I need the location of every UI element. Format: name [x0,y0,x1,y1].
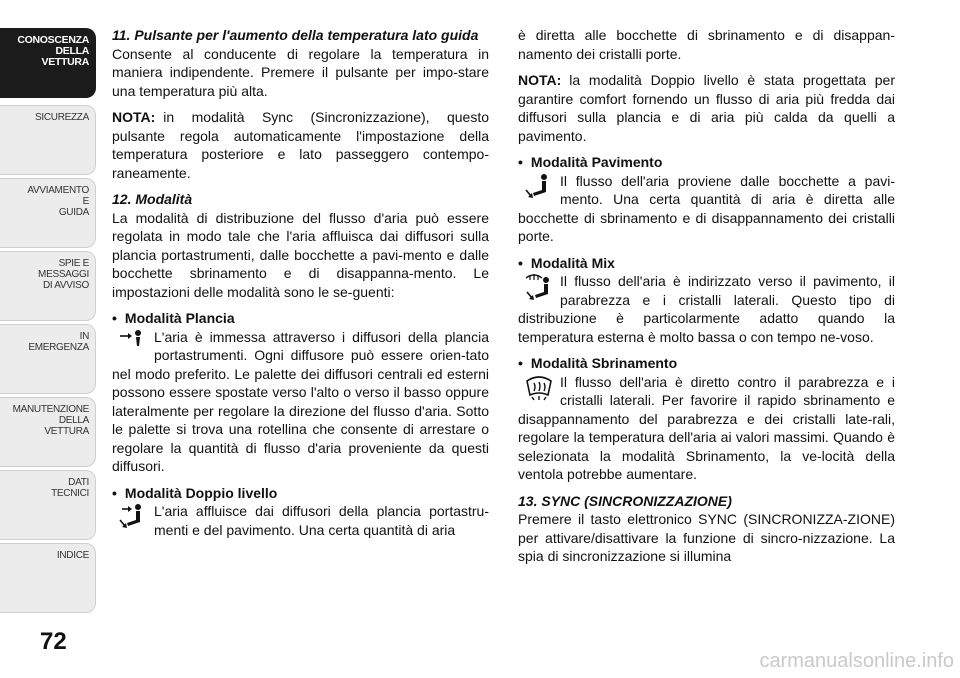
mode-doppio-text: L'aria affluisce dai diffusori della plancia portastru-menti e del pavimento. Una certa quantità di aria [154,503,489,538]
note-label: NOTA: [112,109,156,125]
tab-spie[interactable]: SPIE E MESSAGGI DI AVVISO [0,251,96,321]
section-12-text: La modalità di distribuzione del flusso d'aria può essere regolata in modo tale che l'aria affluisca dai diffusori sulla plancia portastrumenti, dalle bocchette a pavi-mento e dalle bocchette sbrinamento e di disappanna-mento. Le impostazioni delle modalità sono le se-guenti: [112,209,489,300]
tab-sicurezza[interactable]: SICUREZZA [0,105,96,175]
mode-pavimento [518,172,895,246]
section-12-title: 12. Modalità [112,191,193,207]
mode-doppio [112,502,489,539]
mode-sbrinamento-title: • Modalità Sbrinamento [518,354,895,373]
mode-mix-title: • Modalità Mix [518,254,895,273]
tab-indice[interactable]: INDICE [0,543,96,613]
mode-mix-text: Il flusso dell'aria è indirizzato verso il pavimento, il parabrezza e i cristalli laterali. Questo tipo di distribuzione è particolarmente adatto quando la temperatura esterna è molto bassa o con tempo ne-voso. [518,273,895,345]
tab-manutenzione[interactable]: MANUTENZIONE DELLA VETTURA [0,397,96,467]
tab-emergenza[interactable]: IN EMERGENZA [0,324,96,394]
doppio-continued: è diretta alle bocchette di sbrinamento e di disappan-namento dei cristalli porte. [518,27,895,62]
note-1 [112,108,489,182]
watermark: carmanualsonline.info [759,650,954,672]
note-text: in modalità Sync (Sincronizzazione), questo pulsante regola automaticamente l'impostazione della temperatura posteriore e lato passeggero contempo-raneamente. [112,109,489,181]
mode-sbrinamento [518,373,895,484]
note-2 [518,71,895,145]
tab-avviamento[interactable]: AVVIAMENTO E GUIDA [0,178,96,248]
section-13-title: 13. SYNC (SINCRONIZZAZIONE) [518,492,732,509]
note-label: NOTA: [518,72,562,88]
tab-conoscenza[interactable]: CONOSCENZA DELLA VETTURA [0,28,96,98]
mode-pavimento-text: Il flusso dell'aria proviene dalle bocchette a pavi-mento. Una certa quantità di aria è diretta alle bocchette di sbrinamento e di disappannamento dei cristalli porte. [518,172,895,244]
bilevel-mode-icon [118,502,148,532]
defrost-icon [524,373,554,403]
section-11-text: Consente al conducente di regolare la temperatura in maniera indipendente. Premere il pulsante per impo-stare una temperatura più alta. [112,45,489,99]
left-column [112,26,489,547]
section-11-title: 11. Pulsante per l'aumento della temperatura lato guida [112,27,479,43]
section-13-text: Premere il tasto elettronico SYNC (SINCRONIZZA-ZIONE) per attivare/disattivare la funzione di sincro-nizzazione. La spia di sincronizzazione si illumina [518,511,895,564]
mode-plancia-text: L'aria è immessa attraverso i diffusori della plancia portastrumenti. Ogni diffusore può essere orien-tato nel modo preferito. Le palette dei diffusori centrali ed esterni possono essere spostate verso l'alto o verso il basso oppure lateralmente per regolare la direzione del flusso d'aria. Sotto le palette si trova una rotellina che consente di arrestare o regolare la quantità di flusso d'aria proveniente da questi diffusori. [112,328,489,474]
note-text: la modalità Doppio livello è stata progettata per garantire comfort fornendo un flusso di aria più fredda dai diffusori sulla plancia e di aria più calda da quelli a pavimento. [518,72,895,144]
panel-mode-icon [118,328,148,358]
mode-doppio-title: • Modalità Doppio livello [112,484,489,503]
page-number: 72 [40,628,67,655]
mode-sbrinamento-text: Il flusso dell'aria è diretto contro il parabrezza e i cristalli laterali. Per favorire il rapido sbrinamento e disappannamento del parabrezza e dei cristalli late-rali, regolare la temperatura dell'aria ai valori massimi. Quando è selezionata la modalità Sbrinamento, la ve-locità della ventola potrebbe aumentare. [518,373,895,482]
floor-mode-icon [524,172,554,202]
tab-dati-tecnici[interactable]: DATI TECNICI [0,470,96,540]
mode-plancia [112,328,489,476]
mode-pavimento-title: • Modalità Pavimento [518,153,895,172]
mix-mode-icon [524,272,554,302]
right-column [518,26,895,574]
chapter-tabs [0,0,102,610]
mode-mix [518,272,895,346]
mode-plancia-title: • Modalità Plancia [112,309,489,328]
